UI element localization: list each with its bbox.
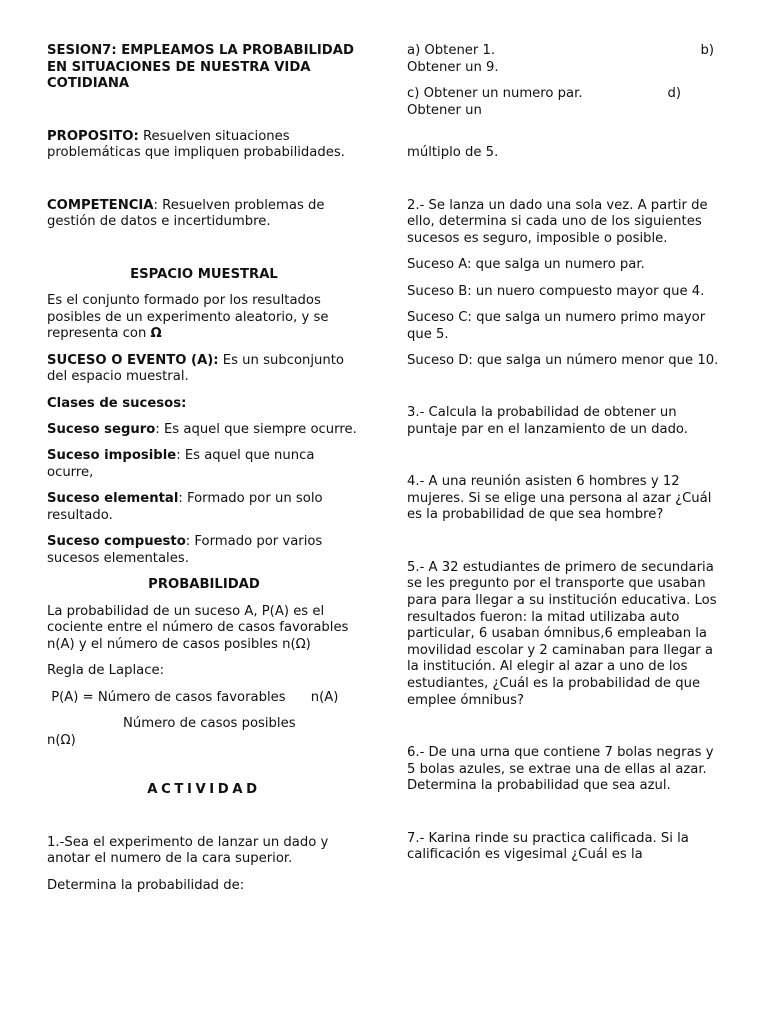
suceso-b: Suceso B: un nuero compuesto mayor que 4. — [407, 283, 705, 299]
suceso-c: Suceso C: que salga un numero primo mayor que 5. — [407, 309, 706, 342]
formula-denominator-text: Número de casos posibles — [123, 715, 296, 731]
probabilidad-paragraph: La probabilidad de un suceso A, P(A) es el cociente entre el número de casos favorables n(A) y el número de casos posibles n(Ω) — [47, 603, 349, 652]
option-b-letter: b) — [700, 43, 714, 58]
option-a: a) Obtener 1. — [407, 43, 496, 58]
seguro-label: Suceso seguro — [47, 421, 156, 437]
elemental-text: : Formado por un solo resultado. — [47, 491, 323, 523]
imposible-text: : Es aquel que nunca ocurre, — [47, 448, 315, 480]
actividad-heading: ACTIVIDAD — [147, 782, 261, 798]
question-3: 3.- Calcula la probabilidad de obtener un puntaje par en el lanzamiento de un dado. — [407, 405, 688, 437]
laplace-label: Regla de Laplace: — [47, 663, 165, 679]
imposible-paragraph — [47, 448, 361, 481]
espacio-heading: ESPACIO MUESTRAL — [130, 266, 278, 282]
proposito-paragraph — [47, 129, 361, 162]
question-2: 2.- Se lanza un dado una sola vez. A partir de ello, determina si cada uno de los siguientes sucesos es seguro, imposible o posible. — [407, 197, 708, 246]
seguro-text: : Es aquel que siempre ocurre. — [155, 421, 357, 437]
question-7: 7.- Karina rinde su practica calificada. Si la calificación es vigesimal ¿Cuál es la — [407, 830, 689, 863]
option-d-continuation: múltiplo de 5. — [407, 145, 499, 161]
suceso-a: Suceso A: que salga un numero par. — [407, 257, 645, 273]
right-column — [407, 43, 725, 874]
option-b-text: Obtener un 9. — [407, 59, 499, 75]
probabilidad-heading: PROBABILIDAD — [148, 577, 260, 593]
omega-symbol: Ω — [150, 326, 162, 342]
clases-heading: Clases de sucesos: — [47, 395, 187, 411]
suceso-text: Es un subconjunto del espacio muestral. — [47, 352, 344, 385]
question-6: 6.- De una urna que contiene 7 bolas negras y 5 bolas azules, se extrae una de ellas al azar. Determina la probabilidad que sea azul. — [407, 745, 714, 794]
question-4: 4.- A una reunión asisten 6 hombres y 12 mujeres. Si se elige una persona al azar ¿Cuál es la probabilidad de que sea hombre? — [407, 474, 712, 523]
suceso-paragraph — [47, 353, 361, 386]
option-row-ab — [407, 43, 725, 76]
formula-denominator — [47, 716, 361, 749]
suceso-d: Suceso D: que salga un número menor que 10. — [407, 352, 719, 368]
option-d-text: Obtener un — [407, 102, 482, 118]
activity-question-1: 1.-Sea el experimento de lanzar un dado y anotar el numero de la cara superior. — [47, 834, 329, 867]
left-column — [47, 43, 361, 904]
compuesto-paragraph — [47, 534, 361, 567]
espacio-paragraph — [47, 293, 361, 343]
option-row-ab-line — [407, 43, 725, 60]
competencia-text: : Resuelven problemas de gestión de datos e incertidumbre. — [47, 197, 325, 230]
seguro-paragraph — [47, 422, 361, 439]
competencia-label: COMPETENCIA — [47, 197, 154, 213]
proposito-label: PROPOSITO: — [47, 128, 139, 144]
proposito-text: Resuelven situaciones problemáticas que impliquen probabilidades. — [47, 128, 345, 161]
option-c: c) Obtener un numero par. — [407, 85, 583, 101]
elemental-label: Suceso elemental — [47, 491, 179, 507]
compuesto-label: Suceso compuesto — [47, 534, 186, 550]
option-row-cd-line — [407, 86, 725, 103]
imposible-label: Suceso imposible — [47, 448, 177, 464]
formula-denominator-symbol: n(Ω) — [47, 732, 76, 748]
suceso-label: SUCESO O EVENTO (A): — [47, 352, 219, 368]
session-title: SESION7: EMPLEAMOS LA PROBABILIDAD EN SITUACIONES DE NUESTRA VIDA COTIDIANA — [47, 43, 354, 92]
competencia-paragraph — [47, 198, 361, 231]
determina-label: Determina la probabilidad de: — [47, 877, 245, 893]
question-5: 5.- A 32 estudiantes de primero de secundaria se les pregunto por el transporte que usaban para para llegar a su institución educativa. Los resultados fueron: la mitad utilizaba auto particular, 6 usaban ómnibus,6 empleaban la movilidad escolar y 2 caminaban para llegar a la institución. Al elegir al azar a uno de los estudiantes, ¿Cuál es la probabilidad de que emplee ómnibus? — [407, 559, 717, 708]
formula-numerator: P(A) = Número de casos favorables n(A) — [47, 689, 339, 705]
compuesto-text: : Formado por varios sucesos elementales. — [47, 534, 323, 566]
option-row-cd — [407, 86, 725, 119]
option-d-letter: d) — [667, 85, 681, 101]
elemental-paragraph — [47, 491, 361, 524]
espacio-text: Es el conjunto formado por los resultados posibles de un experimento aleatorio, y se representa con — [47, 292, 329, 342]
